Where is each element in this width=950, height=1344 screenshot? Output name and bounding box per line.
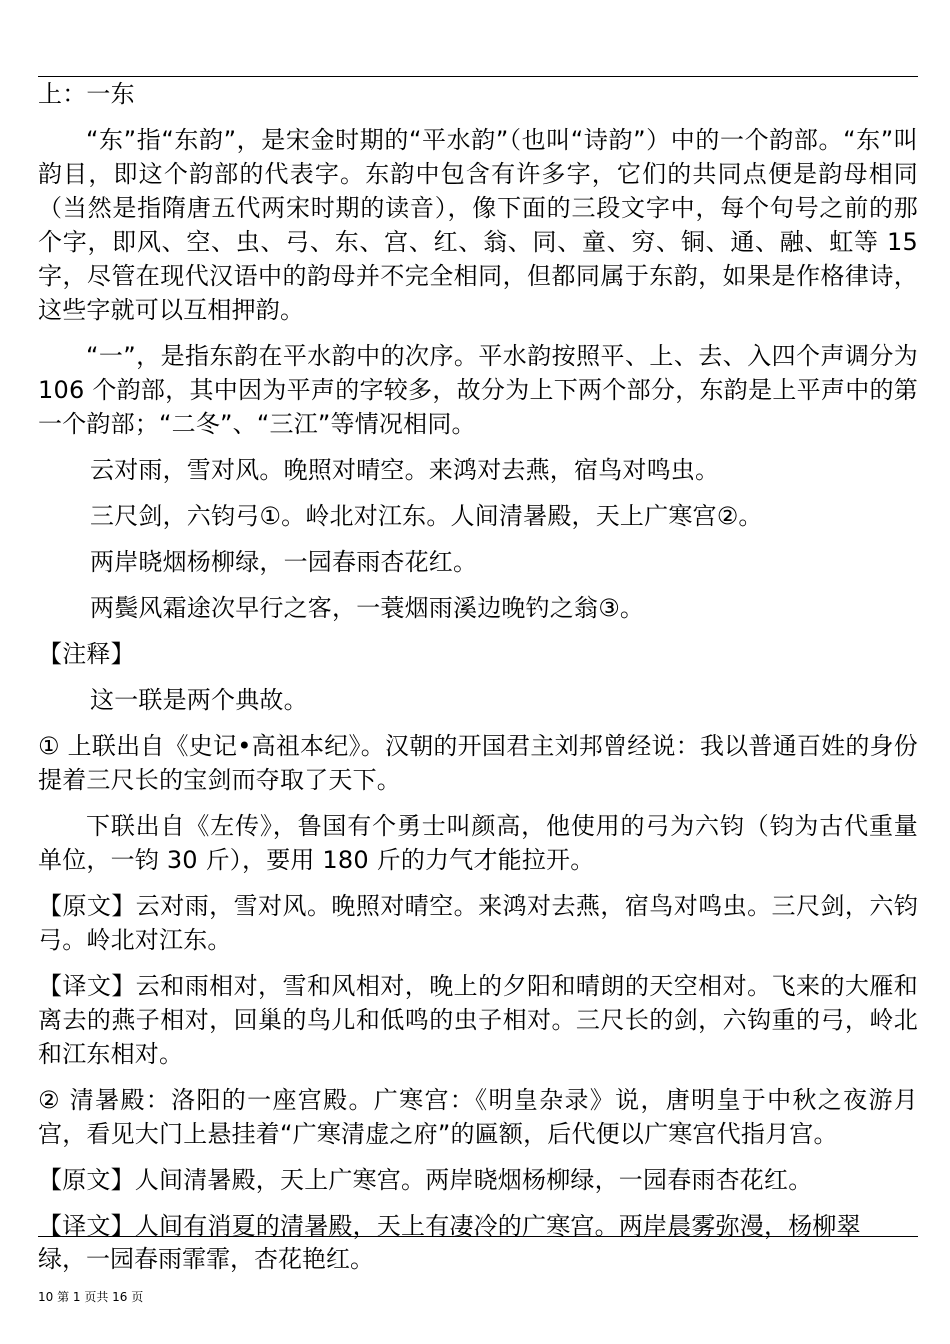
notes-intro: 这一联是两个典故。 — [90, 686, 308, 714]
verse-line-2: 三尺剑，六钧弓①。岭北对江东。人间清暑殿，天上广寒宫②。 — [90, 502, 763, 530]
translation-1: 【译文】云和雨相对，雪和风相对，晚上的夕阳和晴朗的天空相对。飞来的大雁和离去的燕子相对，回巢的鸟儿和低鸣的虫子相对。三尺长的剑，六钩重的弓，岭北和江东相对。 — [38, 972, 918, 1068]
paragraph-yi-explanation: “一”，是指东韵在平水韵中的次序。平水韵按照平、上、去、入四个声调分为 106 个韵部，其中因为平声的字较多，故分为上下两个部分，东韵是上平声中的第一个韵部；“二冬”、“三江”等情况相同。 — [38, 342, 918, 438]
original-text-2: 【原文】人间清暑殿，天上广寒宫。两岸晓烟杨柳绿，一园春雨杏花红。 — [38, 1166, 813, 1194]
translation-2-part-2: 绿，一园春雨霏霏，杏花艳红。 — [38, 1245, 374, 1273]
notes-heading: 【注释】 — [38, 640, 135, 668]
section-title: 上：一东 — [38, 80, 135, 108]
note-2: ② 清暑殿：洛阳的一座宫殿。广寒宫：《明皇杂录》说，唐明皇于中秋之夜游月宫，看见大门上悬挂着“广寒清虚之府”的匾额，后代便以广寒宫代指月宫。 — [38, 1086, 918, 1148]
verse-line-3: 两岸晓烟杨柳绿，一园春雨杏花红。 — [90, 548, 478, 576]
bottom-rule — [38, 1236, 918, 1237]
verse-line-4: 两鬓风霜途次早行之客，一蓑烟雨溪边晚钓之翁③。 — [90, 594, 645, 622]
document-body — [38, 77, 918, 1243]
page-footer: 10 第 1 页共 16 页 — [38, 1290, 144, 1304]
original-text-1: 【原文】云对雨，雪对风。晚照对晴空。来鸿对去燕，宿鸟对鸣虫。三尺剑，六钧弓。岭北对江东。 — [38, 892, 918, 954]
translation-2-part-1: 【译文】人间有消夏的清暑殿，天上有凄冷的广寒宫。两岸晨雾弥漫，杨柳翠 — [38, 1212, 861, 1240]
paragraph-dong-explanation: “东”指“东韵”，是宋金时期的“平水韵”（也叫“诗韵”）中的一个韵部。“东”叫韵目，即这个韵部的代表字。东韵中包含有许多字，它们的共同点便是韵母相同（当然是指隋唐五代两宋时期的读音），像下面的三段文字中，每个句号之前的那个字，即风、空、虫、弓、东、宫、红、翁、同、童、穷、铜、通、融、虹等 15 字，尽管在现代汉语中的韵母并不完全相同，但都同属于东韵，如果是作格律诗，这些字就可以互相押韵。 — [38, 126, 918, 324]
note-1-continued: 下联出自《左传》，鲁国有个勇士叫颜高，他使用的弓为六钧（钧为古代重量单位，一钧 30 斤），要用 180 斤的力气才能拉开。 — [38, 812, 918, 874]
verse-line-1: 云对雨，雪对风。晚照对晴空。来鸿对去燕，宿鸟对鸣虫。 — [90, 456, 720, 484]
note-1: ① 上联出自《史记•高祖本纪》。汉朝的开国君主刘邦曾经说：我以普通百姓的身份提着三尺长的宝剑而夺取了天下。 — [38, 732, 918, 794]
